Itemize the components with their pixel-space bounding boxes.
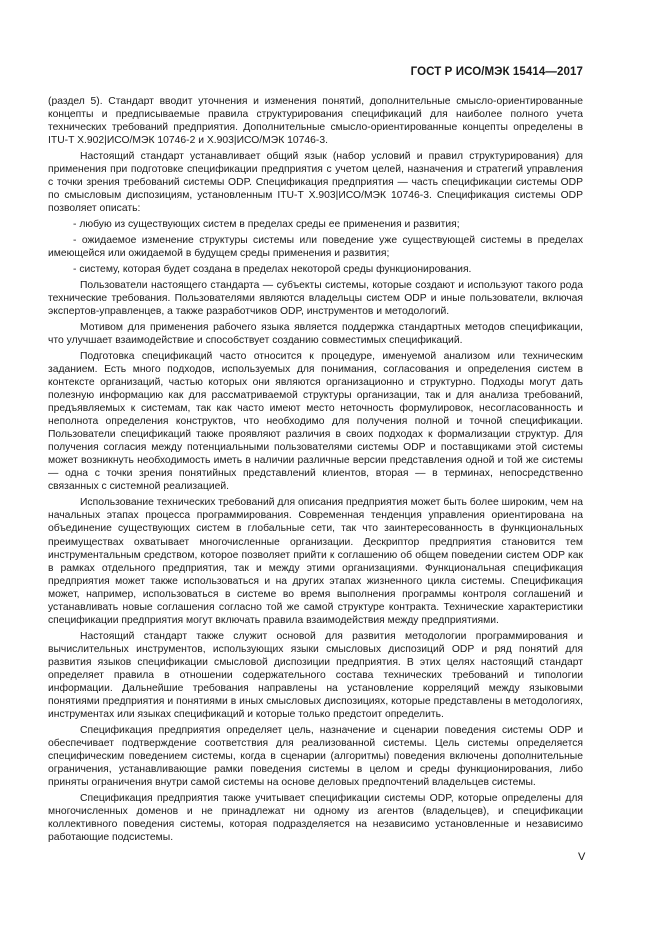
paragraph: Настоящий стандарт устанавливает общий язык (набор условий и правил структурирования) для применения при подготовке спецификации предприятия с учетом целей, назначения и стратегий управления с точки зрения требований системы ODP. Спецификация предприятия — часть спецификации системы ODP по смысловым диспозициям, установленным ITU-T X.903|ИСО/МЭК 10746-3. Спецификация системы ODP позволяет описать: — [48, 151, 583, 215]
paragraph: Подготовка спецификаций часто относится к процедуре, именуемой анализом или техническим заданием. Есть много подходов, используемых для понимания, согласования и определения систем в контексте организаций, частью которых они являются организационно и структурно. Подходы могут дать полезную информацию как для рассматриваемой структуры организации, так и для анализа требований, предъявляемых к системам, так как часто имеют место неточность формулировок, несогласованность и неполнота определения конструктов, что необходимо для получения полной и точной спецификации. Пользователи спецификаций также проявляют различия в своих подходах к формализации структур. Для получения согласия между потенциальными пользователями системы ODP и поставщиками этой системы может возникнуть необходимость иметь в наличии различные версии представления одной и той же системы — одна с точки зрения понятийных представлений клиентов, вторая — в терминах, непосредственно связанных с системной реализацией. — [48, 351, 583, 493]
page-number: V — [578, 851, 586, 863]
paragraph: Спецификация предприятия также учитывает спецификации системы ODP, которые определены для многочисленных доменов и не принадлежат ни одному из агентов (владельцев), и спецификации коллективного поведения системы, которая подразделяется на независимо установленные и независимо работающие подсистемы. — [48, 792, 583, 843]
list-item: - систему, которая будет создана в пределах некоторой среды функционирования. — [73, 264, 472, 276]
paragraph: Использование технических требований для описания предприятия может быть более широким, чем на начальных этапах процесса программирования. Современная тенденция управления ориентирована на объединение существующих систем в глобальные сети, так что заинтересованность в функциональных преимуществах охватывает многочисленные организации. Дескриптор предприятия становится тем инструментальным средством, которое позволяет прийти к соглашению об общем поведении систем ODP как в рамках отдельного предприятия, так и между этими организациями. Функциональная спецификация предприятия может также использоваться и на других этапах жизненного цикла системы. Спецификация может, например, использоваться в системе во время выполнения программы контроля соглашений и устанавливать новые соглашения согласно той же самой структуре контракта. Технические характеристики спецификации предприятия могут включать правила взаимодействия между предприятиями. — [48, 497, 583, 626]
list-item: - любую из существующих систем в пределах среды ее применения и развития; — [73, 219, 460, 231]
paragraph: Мотивом для применения рабочего языка является поддержка стандартных методов спецификации, что улучшает взаимодействие и способствует созданию совместимых спецификаций. — [48, 322, 583, 347]
list-item: - ожидаемое изменение структуры системы или поведение уже существующей системы в пределах имеющейся или ожидаемой в будущем среды применения и развития; — [48, 235, 583, 260]
standard-header: ГОСТ Р ИСО/МЭК 15414—2017 — [410, 66, 583, 78]
paragraph: Пользователи настоящего стандарта — субъекты системы, которые создают и используют такого рода технические требования. Пользователями являются владельцы систем ODP и иные пользователи, включая экспертов-управленцев, а также разработчиков ODP, инструментов и методологий. — [48, 280, 583, 318]
paragraph-continuation: (раздел 5). Стандарт вводит уточнения и изменения понятий, дополнительные смысло-ориентированные концепты и предписываемые правила структурирования спецификаций для наиболее полного учета технических требований предприятия. Дополнительные смысло-ориентированные концепты определены в ITU-T X.902|ИСО/МЭК 10746-2 и X.903|ИСО/МЭК 10746-3. — [48, 96, 583, 147]
paragraph: Спецификация предприятия определяет цель, назначение и сценарии поведения системы ODP и обеспечивает подтверждение соответствия для реализованной системы. Цель системы определяется специфическим поведением системы, когда в сценарии (алгоритмы) поведения включены дополнительные ограничения, устанавливающие рамки поведения системы в целом и среды функционирования, либо приняты ограничения внутри самой системы на основе деловых предпочтений владельцев системы. — [48, 724, 583, 788]
document-body — [48, 95, 583, 844]
paragraph: Настоящий стандарт также служит основой для развития методологии программирования и вычислительных инструментов, использующих языки смысловых диспозиций ODP и ряд понятий для развития языков спецификации смысловой диспозиции предприятия. В этих целях настоящий стандарт определяет правила в отношении содержательного состава технических требований и типологии информации. Дальнейшие требования направлены на установление корреляций между языковыми понятиями предприятия и понятиями в иных смысловых диспозициях, которые представлены в методологиях, инструментах или языках спецификаций и которые только предстоит определить. — [48, 630, 583, 720]
